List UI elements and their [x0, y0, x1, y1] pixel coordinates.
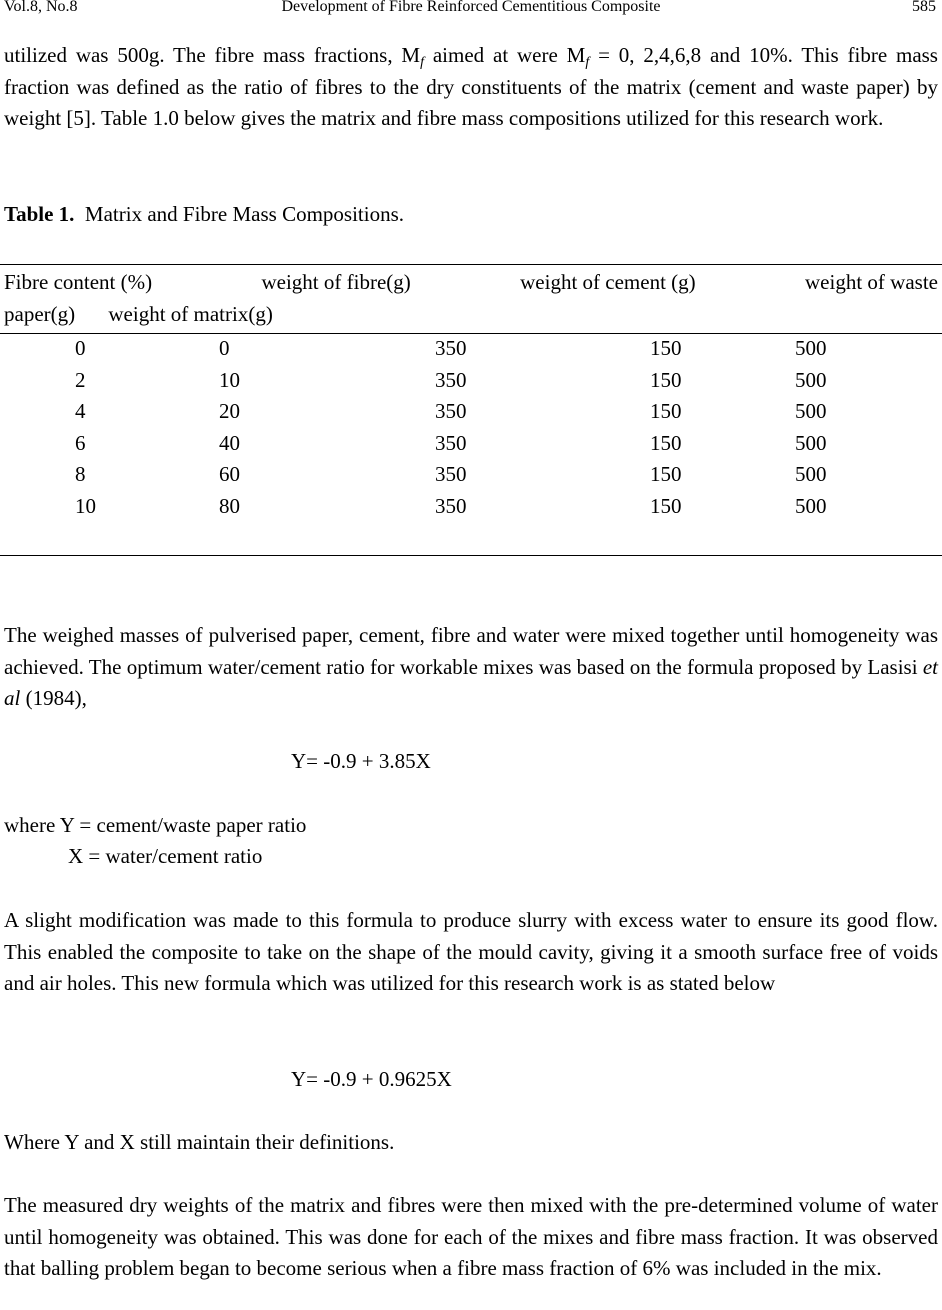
- table-bottom-rule: [0, 555, 942, 556]
- table-cell: 350: [435, 462, 467, 487]
- table-label: Table 1.: [4, 202, 75, 226]
- table-cell: 350: [435, 430, 467, 455]
- table-cell: 150: [650, 430, 682, 455]
- table-cell: 350: [435, 494, 467, 518]
- table-title: Matrix and Fibre Mass Compositions.: [84, 202, 405, 226]
- table-caption: [4, 199, 404, 230]
- where-x-definition: X = water/cement ratio: [68, 844, 263, 868]
- paragraph-mixing: The weighed masses of pulverised paper, cement, fibre and water were mixed together until homogeneity was achieved. The optimum water/cement ratio for workable mixes was based on the formula proposed by Lasisi et al (1984),: [4, 623, 938, 710]
- table-cell: 0: [219, 336, 230, 360]
- table-cell: 6: [75, 430, 86, 455]
- table-cell: 500: [795, 399, 827, 424]
- table-top-rule: [0, 264, 942, 265]
- header-weight-fibre: weight of fibre(g): [261, 270, 411, 294]
- header-weight-matrix: weight of matrix(g): [108, 302, 273, 326]
- page-number: 585: [912, 0, 936, 15]
- table-cell: 10: [219, 367, 240, 392]
- header-waste-paper: paper(g): [4, 302, 76, 326]
- where-y-definition: where Y = cement/waste paper ratio: [4, 813, 307, 837]
- page-header: [4, 0, 938, 22]
- header-fibre-content: Fibre content (%): [4, 270, 153, 294]
- table-cell: 350: [435, 367, 467, 392]
- table-cell: 150: [650, 367, 682, 392]
- table-header: [4, 266, 938, 330]
- table-cell: 4: [75, 399, 86, 424]
- header-weight-waste: weight of waste: [805, 270, 938, 294]
- running-title: Development of Fibre Reinforced Cementitious Composite: [281, 0, 661, 15]
- table-cell: 150: [650, 399, 682, 424]
- formula-original: Y= -0.9 + 3.85X: [291, 749, 431, 773]
- table-cell: 0: [75, 336, 86, 360]
- table-cell: 150: [650, 336, 682, 360]
- table-cell: 10: [75, 494, 96, 518]
- table-cell: 350: [435, 336, 467, 360]
- table-cell: 500: [795, 494, 827, 518]
- formula-modified: Y= -0.9 + 0.9625X: [291, 1067, 452, 1091]
- table-cell: 500: [795, 430, 827, 455]
- paragraph-balling: The measured dry weights of the matrix and fibres were then mixed with the pre-determined volume of water until homogeneity was obtained. This was done for each of the mixes and fibre mass fraction. It was observed that balling problem began to become serious when a fibre mass fraction of 6% was included in the mix.: [4, 1193, 938, 1280]
- table-cell: 2: [75, 367, 86, 392]
- table-cell: 150: [650, 462, 682, 487]
- table-cell: 150: [650, 494, 682, 518]
- table-cell: 350: [435, 399, 467, 424]
- table-cell: 500: [795, 336, 827, 360]
- paragraph-fibre-fractions: utilized was 500g. The fibre mass fractions, $M_f$ aimed at were $M_f = 0$, 2,4,6,8 and 10%. This fibre mass fraction was defined as the ratio of fibres to the dry constituents of the matrix (cement and waste paper) by weight [5]. Table 1.0 below gives the matrix and fibre mass compositions utilized for this research work.: [4, 43, 938, 130]
- paragraph-modification: A slight modification was made to this formula to produce slurry with excess water to ensure its good flow. This enabled the composite to take on the shape of the mould cavity, giving it a smooth surface free of voids and air holes. This new formula which was utilized for this research work is as stated below: [4, 908, 938, 995]
- table-cell: 60: [219, 462, 240, 487]
- table-cell: 20: [219, 399, 240, 424]
- table-cell: 500: [795, 367, 827, 392]
- journal-volume: Vol.8, No.8: [4, 0, 78, 15]
- table-cell: 8: [75, 462, 86, 487]
- paragraph-definitions: Where Y and X still maintain their definitions.: [4, 1130, 395, 1154]
- table-cell: 500: [795, 462, 827, 487]
- table-cell: 40: [219, 430, 240, 455]
- table-cell: 80: [219, 494, 240, 518]
- header-weight-cement: weight of cement (g): [520, 270, 696, 294]
